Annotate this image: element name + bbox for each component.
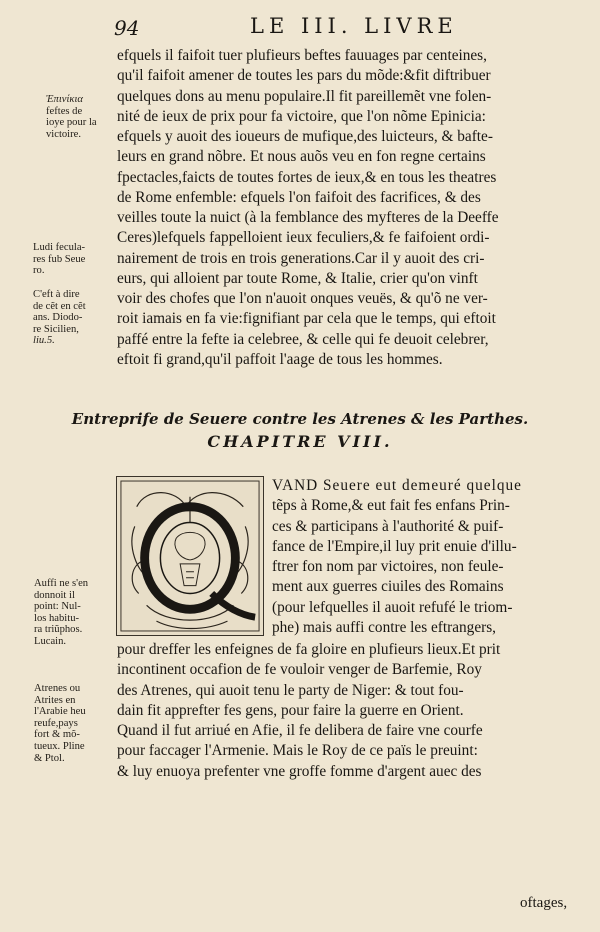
- margin-note: [34, 683, 86, 764]
- text-line: ftrer fon nom par victoires, non feule-: [272, 558, 504, 575]
- margin-note: [33, 242, 85, 277]
- margin-line: point: Nul-: [34, 601, 81, 613]
- text-line: qu'il faifoit amener de toutes les pars du mõde:&fit diftribuer: [117, 67, 491, 85]
- text-line: ces & participans à l'authorité & puif-: [272, 517, 504, 535]
- margin-line: reufe,pays: [34, 717, 78, 729]
- margin-line: feftes de: [46, 105, 83, 117]
- text-line: VAND Seuere eut demeuré quelque: [272, 477, 522, 494]
- text-line: phe) mais auffi contre les eftrangers,: [272, 618, 496, 636]
- text-line: nairement de trois en trois generations.Car il y auoit des cri-: [117, 249, 485, 267]
- margin-line: Lucain.: [34, 635, 67, 647]
- margin-line: ra triũphos.: [34, 624, 83, 636]
- text-line: dain fit apprefter fes gens, pour faire la guerre en Orient.: [117, 701, 464, 719]
- margin-line: Atrenes ou: [34, 683, 81, 694]
- folio-number: 94: [114, 16, 140, 40]
- text-line: & luy enuoya prefenter vne groffe fomme d'argent auec des: [117, 762, 482, 780]
- page-header: [0, 12, 600, 42]
- text-line: eurs, qui alloient par toute Rome, & Italie, crier qu'on vinft: [117, 269, 478, 287]
- text-line: Quand il fut arriué en Afie, il fe delibera de faire vne courfe: [117, 722, 483, 739]
- text-line: nité de ieux de prix pour fa victoire, que l'on nõme Epinicia:: [117, 107, 486, 125]
- text-line: de Rome enfemble: efquels l'on faifoit des facrifices, & des: [117, 188, 481, 206]
- text-line: efquels y auoit des ioueurs de mufique,des luicteurs, & bafte-: [117, 128, 493, 145]
- chapter-title: CHAPITRE VIII.: [207, 432, 393, 451]
- margin-note: [46, 94, 97, 140]
- main-text-top: [117, 46, 569, 370]
- margin-line: l'Arabie heu: [34, 706, 86, 718]
- main-text-after-initial: [117, 640, 569, 782]
- margin-line: victoire.: [46, 128, 82, 140]
- margin-line: re Sicilien,: [33, 323, 79, 335]
- text-line: leurs en grand nõbre. Et nous auõs veu en fon regne certains: [117, 148, 486, 166]
- margin-line: tueux. Pline: [34, 740, 85, 752]
- text-line: veilles toute la nuict (à la femblance des myfteres de la Deeffe: [117, 209, 499, 226]
- text-line: fpectacles,faicts de toutes fortes de ieux,& en tous les theatres: [117, 168, 497, 186]
- margin-note: [34, 578, 88, 648]
- margin-line: liu.5.: [33, 335, 55, 347]
- margin-line: los habitu-: [34, 612, 80, 624]
- margin-line: fort & mõ-: [34, 729, 80, 741]
- margin-line: Atrites en: [34, 694, 76, 706]
- text-line: eftoit fi grand,qu'il paffoit l'aage de tous les hommes.: [117, 350, 443, 368]
- text-line: roit iamais en fa vie:fignifiant par cela que le temps, qui eftoit: [117, 310, 496, 328]
- text-line: fance de l'Empire,il luy prit enuie d'illu-: [272, 537, 517, 555]
- margin-line: ro.: [33, 265, 45, 277]
- margin-line: ioye pour la: [46, 117, 97, 129]
- margin-line: ans. Diodo-: [33, 312, 83, 324]
- margin-line: Ludi fecula-: [33, 242, 86, 253]
- text-line: efquels il faifoit tuer plufieurs beftes fauuages par centeines,: [117, 47, 487, 64]
- margin-line: Auffi ne s'en: [34, 578, 89, 589]
- text-line: ment aux guerres ciuiles des Romains: [272, 578, 504, 596]
- text-line: voir des chofes que l'on n'auoit onques veuës, & qu'õ ne ver-: [117, 290, 488, 307]
- text-line: pour dreffer les enfeignes de fa gloire en plufieurs lieux.Et prit: [117, 641, 501, 658]
- text-line: paffé entre la fefte ia celebree, & celle qui fe deuoit celebrer,: [117, 330, 489, 348]
- margin-line: donnoit il: [34, 589, 75, 601]
- running-title: LE III. LIVRE: [250, 14, 458, 38]
- margin-line: Ἐπινίκια: [46, 94, 83, 105]
- section-title: Entreprife de Seuere contre les Atrenes & les Parthes.: [71, 410, 529, 428]
- catchword: oftages,: [520, 895, 568, 911]
- text-line: pour faccager l'Armenie. Mais le Roy de ce païs le preuint:: [117, 742, 478, 760]
- text-line: (pour lefquelles il auoit refufé le triom-: [272, 598, 513, 616]
- main-text-beside-initial: [272, 476, 569, 638]
- text-line: tẽps à Rome,& eut fait fes enfans Prin-: [272, 497, 510, 515]
- margin-note: [33, 289, 86, 347]
- text-line: des Atrenes, qui auoit tenu le party de Niger: & tout fou-: [117, 681, 464, 699]
- margin-line: C'eft à dire: [33, 289, 80, 300]
- text-line: incontinent occafion de fe vouloir venger de Barfemie, Roy: [117, 661, 482, 679]
- margin-line: & Ptol.: [34, 752, 65, 764]
- margin-line: de cẽt en cẽt: [33, 300, 86, 312]
- text-line: quelques dons au menu populaire.Il fit pareillemẽt vne folen-: [117, 87, 492, 105]
- margin-line: res fub Seue: [33, 253, 86, 265]
- ornamental-initial-q-icon: [116, 476, 264, 636]
- text-line: Ceres)lefquels fappelloient ieux feculiers,& fe faifoient ordi-: [117, 229, 490, 247]
